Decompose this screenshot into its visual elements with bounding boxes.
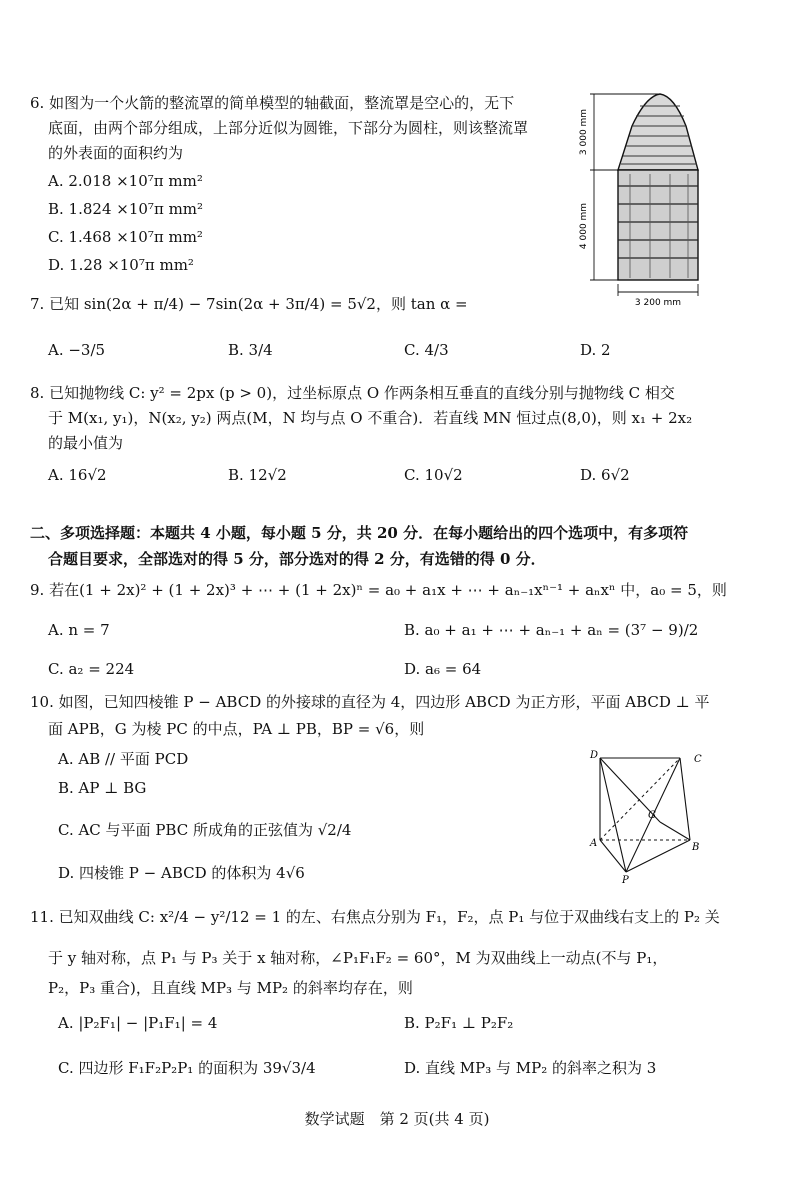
q6-line-2: 底面，由两个部分组成，上部分近似为圆锥，下部分为圆柱，则该整流罩	[48, 119, 529, 137]
q6-option-b: B. 1.824 ×10⁷π mm²	[48, 200, 204, 218]
section2-heading-line-2: 合题目要求，全部选对的得 5 分，部分选对的得 2 分，有选错的得 0 分．	[48, 550, 546, 568]
q6-option-a: A. 2.018 ×10⁷π mm²	[48, 172, 203, 190]
q9-option-d: D. a₆ = 64	[404, 660, 482, 678]
fig-label-a: A	[590, 838, 598, 849]
page-footer: 数学试题 第 2 页(共 4 页)	[304, 1110, 490, 1128]
fig-label-b: B	[692, 842, 700, 853]
q10-line-1: 10. 如图，已知四棱锥 P − ABCD 的外接球的直径为 4，四边形 ABCD 为正方形，平面 ABCD ⊥ 平	[30, 693, 710, 711]
q8-line-3: 的最小值为	[48, 434, 124, 452]
q11-option-a: A. |P₂F₁| − |P₁F₁| = 4	[58, 1014, 218, 1032]
q9-option-b: B. a₀ + a₁ + ⋯ + aₙ₋₁ + aₙ = (3⁷ − 9)/2	[404, 621, 699, 639]
q9-stem: 9. 若在(1 + 2x)² + (1 + 2x)³ + ⋯ + (1 + 2x)ⁿ = a₀ + a₁x + ⋯ + aₙ₋₁xⁿ⁻¹ + aₙxⁿ 中，a₀ = 5，则	[30, 581, 727, 599]
q10-option-a: A. AB // 平面 PCD	[58, 750, 189, 768]
fig-bottom-dimension-label: 4 000 mm	[579, 202, 589, 250]
q6-option-d: D. 1.28 ×10⁷π mm²	[48, 256, 194, 274]
pyramid-figure	[586, 744, 716, 884]
q9-option-a: A. n = 7	[48, 621, 110, 639]
q11-line-2: 于 y 轴对称，点 P₁ 与 P₃ 关于 x 轴对称，∠P₁F₁F₂ = 60°，M 为双曲线上一动点(不与 P₁，	[48, 949, 668, 967]
fig-label-g: G	[648, 810, 656, 821]
q8-option-a: A. 16√2	[48, 466, 107, 484]
fig-top-dimension-label: 3 000 mm	[579, 108, 589, 156]
section2-heading-line-1: 二、多项选择题：本题共 4 小题，每小题 5 分，共 20 分．在每小题给出的四个选项中，有多项符	[30, 524, 689, 542]
q7-option-d: D. 2	[580, 341, 611, 359]
fig-label-p: P	[622, 875, 629, 884]
q10-line-2: 面 APB，G 为棱 PC 的中点，PA ⊥ PB，BP = √6，则	[48, 720, 425, 738]
q7-option-a: A. −3/5	[48, 341, 106, 359]
q8-line-1: 8. 已知抛物线 C: y² = 2px (p > 0)，过坐标原点 O 作两条相互垂直的直线分别与抛物线 C 相交	[30, 384, 675, 402]
q6-line-1: 6. 如图为一个火箭的整流罩的简单模型的轴截面，整流罩是空心的，无下	[30, 94, 515, 112]
q8-option-c: C. 10√2	[404, 466, 463, 484]
q8-line-2: 于 M(x₁, y₁)，N(x₂, y₂) 两点(M，N 均与点 O 不重合)．若直线 MN 恒过点(8,0)，则 x₁ + 2x₂	[48, 409, 693, 427]
q7-option-c: C. 4/3	[404, 341, 449, 359]
fig-width-dimension-label: 3 200 mm	[634, 298, 682, 308]
q10-option-c: C. AC 与平面 PBC 所成角的正弦值为 √2/4	[58, 821, 352, 839]
q11-option-b: B. P₂F₁ ⊥ P₂F₂	[404, 1014, 514, 1032]
q10-option-b: B. AP ⊥ BG	[58, 779, 147, 797]
q9-option-c: C. a₂ = 224	[48, 660, 135, 678]
q11-line-1: 11. 已知双曲线 C: x²/4 − y²/12 = 1 的左、右焦点分别为 F₁，F₂，点 P₁ 与位于双曲线右支上的 P₂ 关	[30, 908, 720, 926]
q6-line-3: 的外表面的面积约为	[48, 144, 184, 162]
q8-option-d: D. 6√2	[580, 466, 630, 484]
q11-option-d: D. 直线 MP₃ 与 MP₂ 的斜率之积为 3	[404, 1059, 657, 1077]
q8-option-b: B. 12√2	[228, 466, 287, 484]
q7-stem: 7. 已知 sin(2α + π/4) − 7sin(2α + 3π/4) = 5√2，则 tan α =	[30, 295, 468, 313]
q11-option-c: C. 四边形 F₁F₂P₂P₁ 的面积为 39√3/4	[58, 1059, 316, 1077]
q11-line-3: P₂，P₃ 重合)，且直线 MP₃ 与 MP₂ 的斜率均存在，则	[48, 979, 413, 997]
q10-option-d: D. 四棱锥 P − ABCD 的体积为 4√6	[58, 864, 305, 882]
fig-label-d: D	[590, 750, 599, 761]
fig-label-c: C	[694, 754, 702, 765]
rocket-fairing-figure	[560, 86, 730, 308]
q6-option-c: C. 1.468 ×10⁷π mm²	[48, 228, 203, 246]
q7-option-b: B. 3/4	[228, 341, 273, 359]
